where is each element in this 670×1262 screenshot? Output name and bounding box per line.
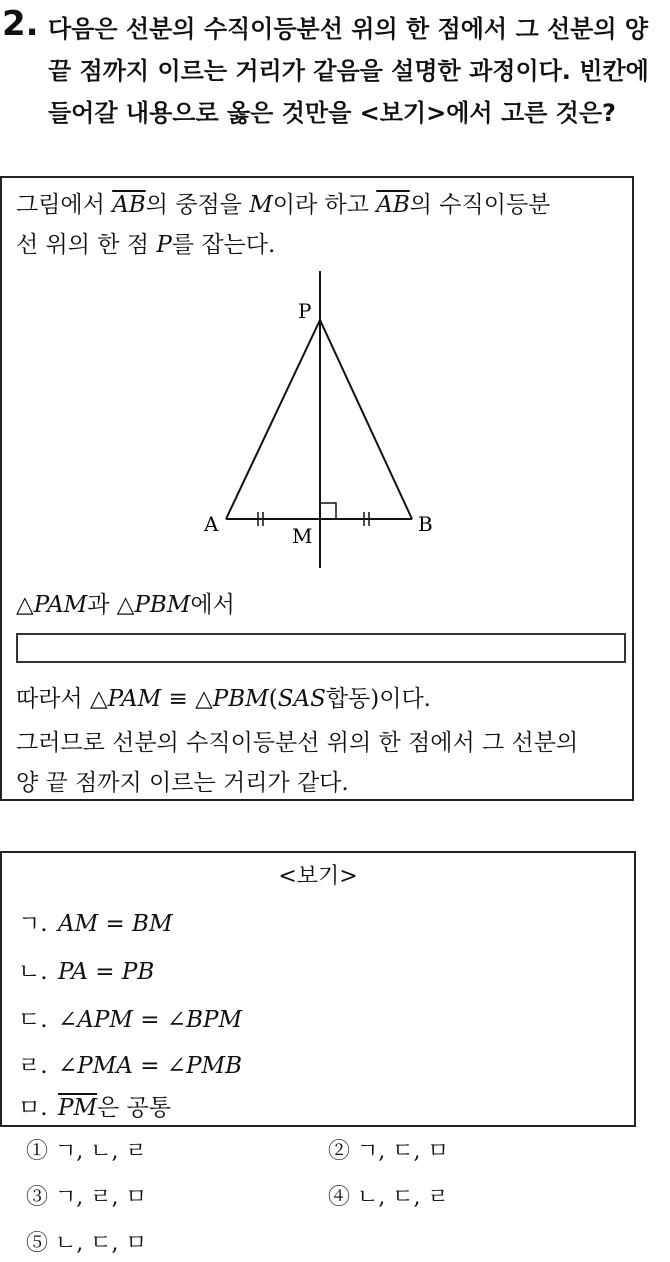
text: 에서 — [190, 592, 235, 618]
proof-line-4 — [16, 680, 431, 713]
text: △ — [16, 592, 34, 618]
item-label: ㄹ. — [18, 1053, 48, 1079]
point-p: P — [156, 232, 172, 258]
text: ( — [268, 686, 278, 712]
item-label: ㄱ. — [18, 911, 48, 937]
triangle-figure — [182, 263, 462, 573]
item-expr: ∠PMA = ∠PMB — [58, 1053, 242, 1079]
label-m: M — [292, 524, 313, 548]
bogi-item — [18, 1001, 242, 1034]
text: 그림에서 — [16, 192, 113, 218]
blank-box — [16, 633, 626, 663]
bogi-item — [18, 953, 154, 986]
text: 를 잡는다. — [171, 232, 276, 258]
bogi-item — [18, 1047, 242, 1080]
text: 선 위의 한 점 — [16, 232, 157, 258]
point-m: M — [249, 192, 273, 218]
text: 이라 하고 — [272, 192, 377, 218]
triangle-pam: PAM — [33, 592, 88, 618]
question-text: 다음은 선분의 수직이등분선 위의 한 점에서 그 선분의 양 끝 점까지 이르는 거리가 같음을 설명한 과정이다. 빈칸에 들어갈 내용으로 옳은 것만을 <보기>에서 고른 것은? — [48, 15, 649, 127]
triangle-pam: PAM — [107, 686, 162, 712]
choice-2[interactable]: ② ㄱ, ㄷ, ㅁ — [328, 1139, 449, 1164]
choice-3[interactable]: ③ ㄱ, ㄹ, ㅁ — [26, 1185, 147, 1210]
bogi-item — [18, 1089, 171, 1122]
segment-ab: $\overline{AB}$ — [112, 192, 146, 218]
item-expr: ∠APM = ∠BPM — [58, 1007, 242, 1033]
sas: SAS — [277, 686, 326, 712]
proof-line-1 — [16, 186, 550, 219]
text: 과 △ — [87, 592, 135, 618]
choice-4[interactable]: ④ ㄴ, ㄷ, ㄹ — [328, 1185, 449, 1210]
item-label: ㄴ. — [18, 959, 48, 985]
text: 따라서 △ — [16, 686, 108, 712]
item-expr: PA = PB — [58, 959, 155, 985]
text: 합동)이다. — [325, 686, 431, 712]
item-label: ㅁ. — [18, 1095, 48, 1121]
question-number: 2. — [2, 4, 39, 44]
segment-ab: $\overline{AB}$ — [376, 192, 410, 218]
choice-5[interactable]: ⑤ ㄴ, ㄷ, ㅁ — [26, 1231, 147, 1256]
choice-1[interactable]: ① ㄱ, ㄴ, ㄹ — [26, 1139, 147, 1164]
proof-line-6: 양 끝 점까지 이르는 거리가 같다. — [16, 770, 349, 796]
item-expr: AM = BM — [58, 911, 173, 937]
proof-box — [0, 176, 634, 801]
proof-line-5: 그러므로 선분의 수직이등분선 위의 한 점에서 그 선분의 — [16, 730, 579, 756]
text: ≡ △ — [161, 686, 213, 712]
triangle-pbm: PBM — [212, 686, 269, 712]
proof-line-3 — [16, 586, 235, 619]
text: 의 수직이등분 — [409, 192, 551, 218]
triangle-pbm: PBM — [134, 592, 191, 618]
bogi-box — [0, 851, 636, 1127]
text: 의 중점을 — [145, 192, 250, 218]
label-b: B — [418, 512, 433, 536]
proof-line-2 — [16, 226, 275, 259]
item-suffix: 은 공통 — [97, 1095, 171, 1121]
label-p: P — [298, 299, 312, 323]
bogi-item — [18, 905, 173, 938]
item-label: ㄷ. — [18, 1007, 48, 1033]
label-a: A — [204, 512, 219, 536]
item-expr: $\overline{PM}$ — [58, 1095, 98, 1121]
bogi-title: <보기> — [278, 864, 358, 889]
